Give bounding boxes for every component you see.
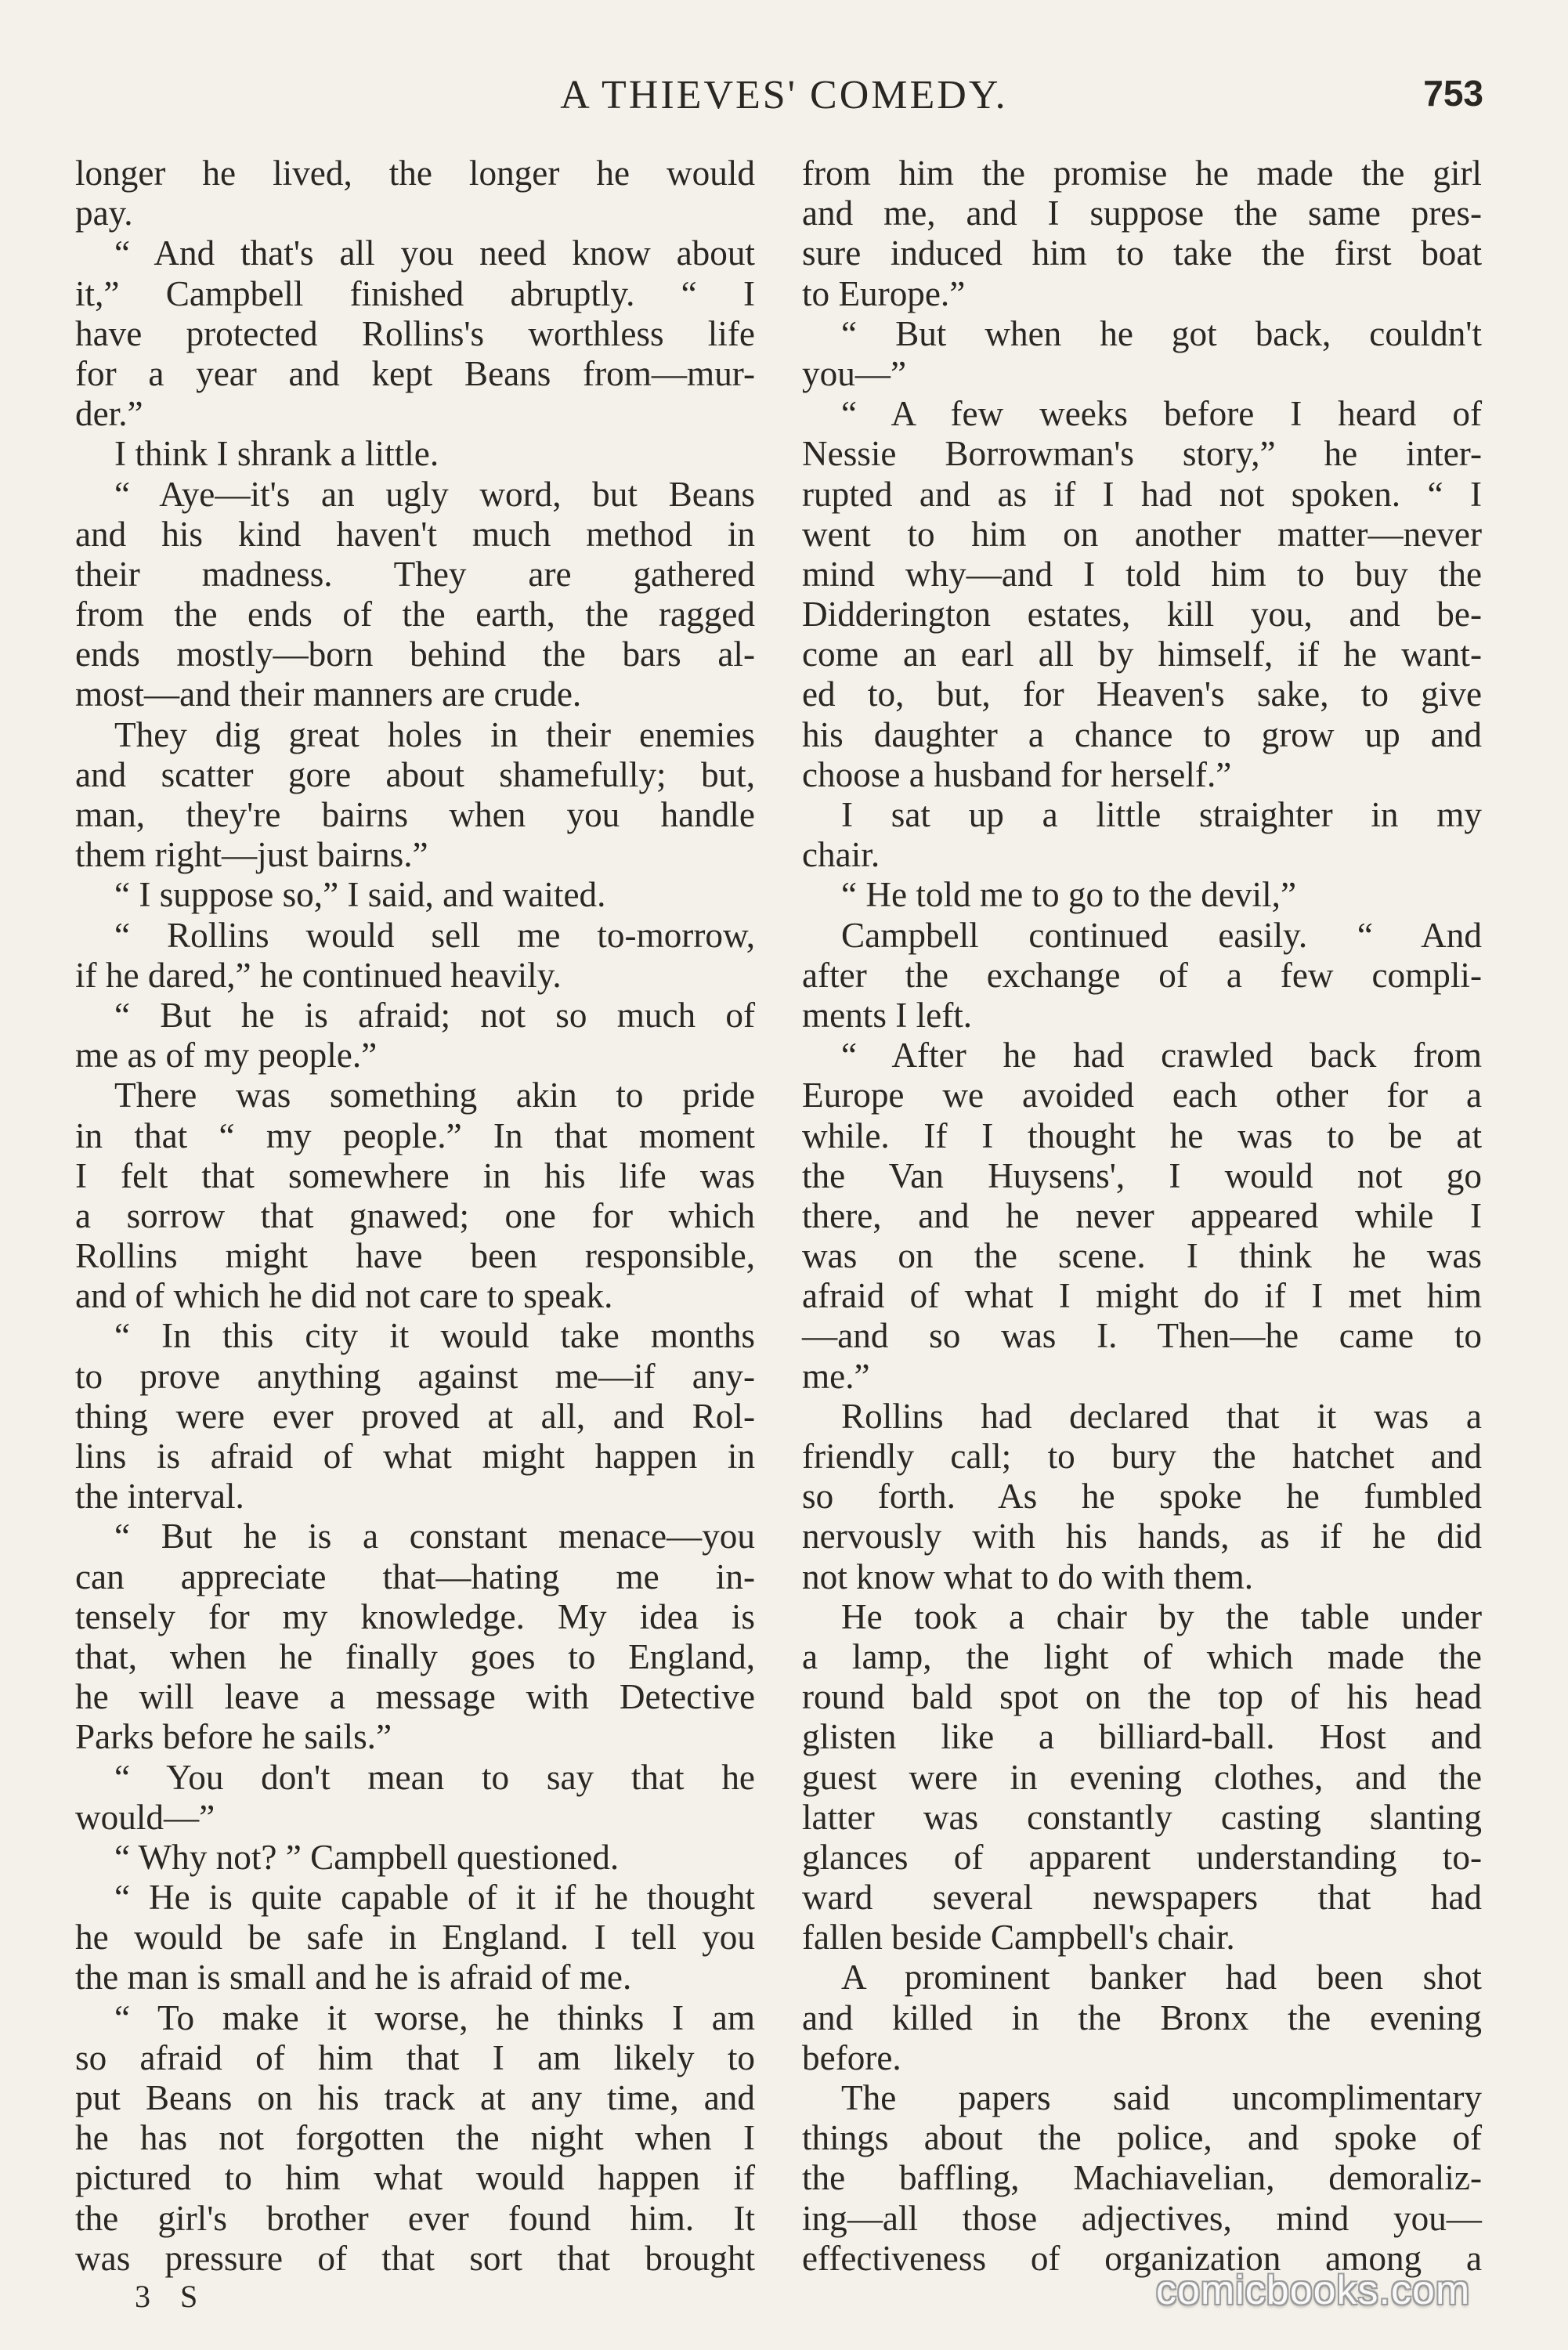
text-line: come an earl all by himself, if he want- bbox=[802, 634, 1482, 674]
text-line: would—” bbox=[75, 1797, 215, 1837]
running-title: A THIEVES' COMEDY. bbox=[560, 73, 1008, 118]
text-line: he has not forgotten the night when I bbox=[75, 2118, 755, 2158]
text-line: A prominent banker had been shot bbox=[841, 1958, 1482, 1998]
text-line: and killed in the Bronx the evening bbox=[802, 1998, 1482, 2037]
text-line: and me, and I suppose the same pres- bbox=[802, 193, 1482, 233]
text-line: Parks before he sails.” bbox=[75, 1717, 392, 1757]
text-line: the baffling, Machiavelian, demoraliz- bbox=[802, 2158, 1482, 2198]
text-line: and of which he did not care to speak. bbox=[75, 1276, 613, 1316]
text-line: to Europe.” bbox=[802, 273, 966, 313]
text-line: thing were ever proved at all, and Rol- bbox=[75, 1396, 755, 1436]
text-line: not know what to do with them. bbox=[802, 1556, 1254, 1596]
text-line: he will leave a message with Detective bbox=[75, 1677, 755, 1717]
text-line: He took a chair by the table under bbox=[841, 1596, 1482, 1636]
text-line: was on the scene. I think he was bbox=[802, 1236, 1482, 1276]
text-line: ing—all those adjectives, mind you— bbox=[802, 2198, 1482, 2238]
right-text-column bbox=[802, 154, 1482, 2279]
text-line: “ Aye—it's an ugly word, but Beans bbox=[114, 474, 755, 514]
text-line: tensely for my knowledge. My idea is bbox=[75, 1596, 755, 1636]
text-line: “ After he had crawled back from bbox=[841, 1036, 1482, 1076]
text-line: a lamp, the light of which made the bbox=[802, 1636, 1482, 1676]
text-line: most—and their manners are crude. bbox=[75, 674, 582, 714]
text-line: glisten like a billiard-ball. Host and bbox=[802, 1717, 1482, 1757]
text-line: Didderington estates, kill you, and be- bbox=[802, 595, 1482, 634]
text-line: “ In this city it would take months bbox=[114, 1316, 755, 1356]
text-line: ments I left. bbox=[802, 995, 973, 1035]
text-line: —and so was I. Then—he came to bbox=[802, 1316, 1482, 1356]
left-text-column bbox=[75, 154, 755, 2279]
text-line: for a year and kept Beans from—mur- bbox=[75, 353, 755, 393]
text-line: rupted and as if I had not spoken. “ I bbox=[802, 474, 1482, 514]
text-line: a sorrow that gnawed; one for which bbox=[75, 1195, 755, 1235]
watermark-logo: comicbooks.com bbox=[1156, 2268, 1471, 2313]
text-line: effectiveness of organization among a bbox=[802, 2238, 1482, 2278]
text-line: “ I suppose so,” I said, and waited. bbox=[114, 875, 606, 915]
text-line: They dig great holes in their enemies bbox=[114, 714, 755, 754]
text-line: in that “ my people.” In that moment bbox=[75, 1115, 755, 1155]
text-line: chair. bbox=[802, 835, 880, 875]
text-line: it,” Campbell finished abruptly. “ I bbox=[75, 273, 755, 313]
text-line: them right—just bairns.” bbox=[75, 835, 428, 875]
text-line: went to him on another matter—never bbox=[802, 514, 1482, 554]
text-line: Campbell continued easily. “ And bbox=[841, 915, 1482, 955]
text-line: the interval. bbox=[75, 1477, 244, 1517]
text-line: me.” bbox=[802, 1356, 870, 1396]
text-line: “ Rollins would sell me to-morrow, bbox=[114, 915, 755, 955]
text-line: “ He is quite capable of it if he thought bbox=[114, 1878, 755, 1918]
text-line: and his kind haven't much method in bbox=[75, 514, 755, 554]
text-line: pay. bbox=[75, 193, 133, 233]
text-line: “ But when he got back, couldn't bbox=[841, 313, 1482, 353]
text-line: “ A few weeks before I heard of bbox=[841, 394, 1482, 434]
text-line: can appreciate that—hating me in- bbox=[75, 1556, 755, 1596]
text-line: Nessie Borrowman's story,” he inter- bbox=[802, 434, 1482, 474]
text-line: There was something akin to pride bbox=[114, 1076, 755, 1115]
text-line: “ To make it worse, he thinks I am bbox=[114, 1998, 755, 2037]
text-line: “ And that's all you need know about bbox=[114, 233, 755, 273]
text-line: “ But he is afraid; not so much of bbox=[114, 995, 755, 1035]
page-number: 753 bbox=[1423, 73, 1483, 114]
text-line: Europe we avoided each other for a bbox=[802, 1076, 1482, 1115]
text-line: his daughter a chance to grow up and bbox=[802, 714, 1482, 754]
text-line: the man is small and he is afraid of me. bbox=[75, 1958, 632, 1998]
text-line: from the ends of the earth, the ragged bbox=[75, 595, 755, 634]
text-line: there, and he never appeared while I bbox=[802, 1195, 1482, 1235]
text-line: round bald spot on the top of his head bbox=[802, 1677, 1482, 1717]
text-line: was pressure of that sort that brought bbox=[75, 2238, 755, 2278]
text-line: the girl's brother ever found him. It bbox=[75, 2198, 755, 2238]
text-line: he would be safe in England. I tell you bbox=[75, 1918, 755, 1958]
text-line: “ Why not? ” Campbell questioned. bbox=[114, 1837, 620, 1877]
text-line: the Van Huysens', I would not go bbox=[802, 1155, 1482, 1195]
text-line: guest were in evening clothes, and the bbox=[802, 1757, 1482, 1797]
text-line: friendly call; to bury the hatchet and bbox=[802, 1437, 1482, 1476]
text-line: The papers said uncomplimentary bbox=[841, 2078, 1482, 2117]
text-line: latter was constantly casting slanting bbox=[802, 1797, 1482, 1837]
text-line: put Beans on his track at any time, and bbox=[75, 2078, 755, 2117]
text-line: fallen beside Campbell's chair. bbox=[802, 1918, 1235, 1958]
text-line: if he dared,” he continued heavily. bbox=[75, 955, 562, 995]
text-line: have protected Rollins's worthless life bbox=[75, 313, 755, 353]
text-line: ed to, but, for Heaven's sake, to give bbox=[802, 674, 1482, 714]
text-line: mind why—and I told him to buy the bbox=[802, 554, 1482, 594]
text-line: Rollins might have been responsible, bbox=[75, 1236, 755, 1276]
text-line: ends mostly—born behind the bars al- bbox=[75, 634, 755, 674]
text-line: and scatter gore about shamefully; but, bbox=[75, 754, 755, 794]
text-line: while. If I thought he was to be at bbox=[802, 1115, 1482, 1155]
text-line: der.” bbox=[75, 394, 143, 434]
text-line: man, they're bairns when you handle bbox=[75, 795, 755, 834]
text-line: to prove anything against me—if any- bbox=[75, 1356, 755, 1396]
text-line: lins is afraid of what might happen in bbox=[75, 1437, 755, 1476]
text-line: longer he lived, the longer he would bbox=[75, 154, 755, 193]
text-line: from him the promise he made the girl bbox=[802, 154, 1482, 193]
text-line: “ You don't mean to say that he bbox=[114, 1757, 755, 1797]
text-line: I sat up a little straighter in my bbox=[841, 795, 1482, 834]
text-line: pictured to him what would happen if bbox=[75, 2158, 755, 2198]
text-line: Rollins had declared that it was a bbox=[841, 1396, 1482, 1436]
text-line: sure induced him to take the first boat bbox=[802, 233, 1482, 273]
text-line: glances of apparent understanding to- bbox=[802, 1837, 1482, 1877]
text-line: you—” bbox=[802, 353, 907, 393]
text-line: so afraid of him that I am likely to bbox=[75, 2037, 755, 2077]
text-line: ward several newspapers that had bbox=[802, 1878, 1482, 1918]
printer-signature-mark: 3 S bbox=[135, 2279, 209, 2314]
text-line: nervously with his hands, as if he did bbox=[802, 1517, 1482, 1556]
text-line: “ He told me to go to the devil,” bbox=[841, 875, 1297, 915]
text-line: me as of my people.” bbox=[75, 1036, 378, 1076]
text-line: things about the police, and spoke of bbox=[802, 2118, 1482, 2158]
text-line: that, when he finally goes to England, bbox=[75, 1636, 755, 1676]
text-line: before. bbox=[802, 2037, 901, 2077]
text-line: after the exchange of a few compli- bbox=[802, 955, 1482, 995]
text-line: choose a husband for herself.” bbox=[802, 754, 1232, 794]
text-line: “ But he is a constant menace—you bbox=[114, 1517, 755, 1556]
text-line: I felt that somewhere in his life was bbox=[75, 1155, 755, 1195]
text-line: their madness. They are gathered bbox=[75, 554, 755, 594]
text-line: so forth. As he spoke he fumbled bbox=[802, 1477, 1482, 1517]
text-line: I think I shrank a little. bbox=[114, 434, 439, 474]
text-line: afraid of what I might do if I met him bbox=[802, 1276, 1482, 1316]
